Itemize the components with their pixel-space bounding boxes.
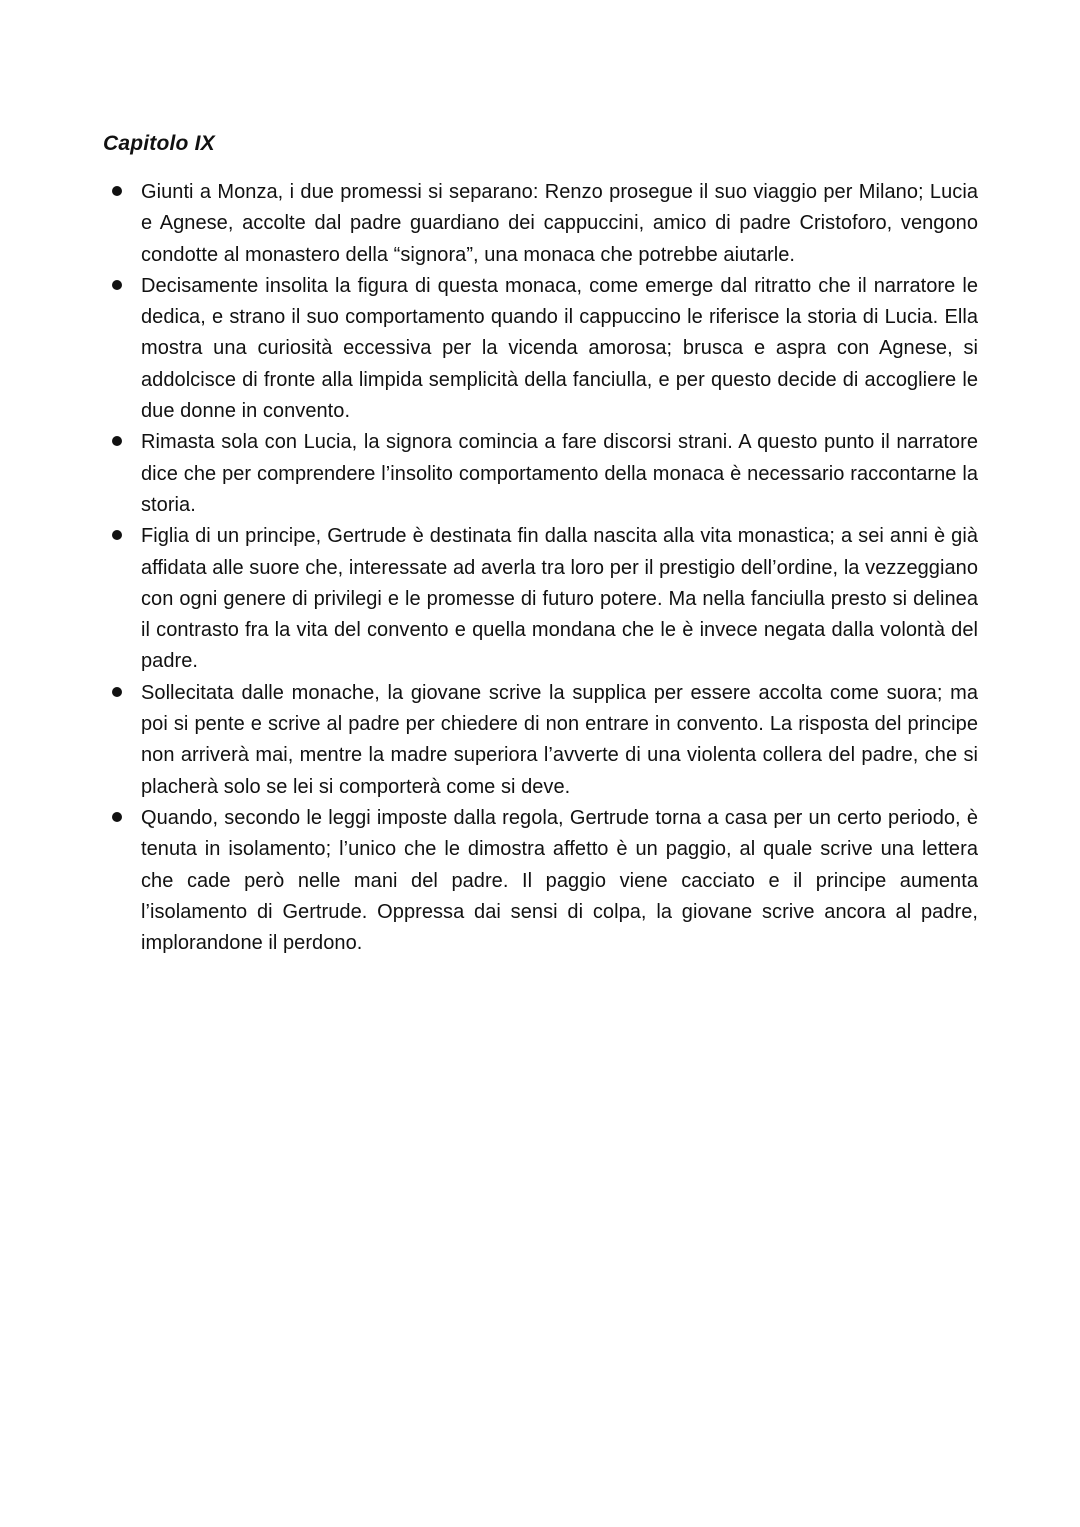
bullet-icon bbox=[112, 687, 122, 697]
list-item bbox=[103, 271, 978, 427]
list-item-text: Giunti a Monza, i due promessi si separano: Renzo prosegue il suo viaggio per Milano; Lucia e Agnese, accolte dal padre guardiano dei cappuccini, amico di padre Cristoforo, vengono condotte al monastero della “signora”, una monaca che potrebbe aiutarle. bbox=[141, 181, 978, 266]
bullet-icon bbox=[112, 436, 122, 446]
list-item-text: Rimasta sola con Lucia, la signora comincia a fare discorsi strani. A questo punto il narratore dice che per comprendere l’insolito comportamento della monaca è necessario raccontarne la storia. bbox=[141, 431, 978, 516]
bullet-icon bbox=[112, 812, 122, 822]
chapter-title: Capitolo IX bbox=[103, 132, 215, 155]
list-item-text: Sollecitata dalle monache, la giovane scrive la supplica per essere accolta come suora; ma poi si pente e scrive al padre per chiedere di non entrare in convento. La risposta del principe non arriverà mai, mentre la madre superiora l’avverte di una violenta collera del padre, che si placherà solo se lei si comporterà come si deve. bbox=[141, 681, 978, 798]
list-item bbox=[103, 177, 978, 271]
bullet-icon bbox=[112, 186, 122, 196]
list-item-text: Figlia di un principe, Gertrude è destinata fin dalla nascita alla vita monastica; a sei anni è già affidata alle suore che, interessate ad averla tra loro per il prestigio dell’ordine, la vezzeggiano con ogni genere di privilegi e le promesse di futuro potere. Ma nella fanciulla presto si delinea il contrasto fra la vita del convento e quella mondana che le è invece negata dalla volontà del padre. bbox=[141, 525, 978, 673]
summary-list bbox=[103, 177, 978, 959]
list-item bbox=[103, 678, 978, 803]
list-item bbox=[103, 803, 978, 959]
list-item-text: Quando, secondo le leggi imposte dalla regola, Gertrude torna a casa per un certo periodo, è tenuta in isolamento; l’unico che le dimostra affetto è un paggio, al quale scrive una lettera che cade però nelle mani del padre. Il paggio viene cacciato e il principe aumenta l’isolamento di Gertrude. Oppressa dai sensi di colpa, la giovane scrive ancora al padre, implorandone il perdono. bbox=[141, 806, 978, 955]
list-item bbox=[103, 521, 978, 677]
bullet-icon bbox=[112, 280, 122, 290]
bullet-icon bbox=[112, 530, 122, 540]
list-item-text: Decisamente insolita la figura di questa monaca, come emerge dal ritratto che il narratore le dedica, e strano il suo comportamento quando il cappuccino le riferisce la storia di Lucia. Ella mostra una curiosità eccessiva per la vicenda amorosa; brusca e aspra con Agnese, si addolcisce di fronte alla limpida semplicità della fanciulla, e per questo decide di accogliere le due donne in convento. bbox=[141, 274, 978, 423]
list-item bbox=[103, 427, 978, 521]
